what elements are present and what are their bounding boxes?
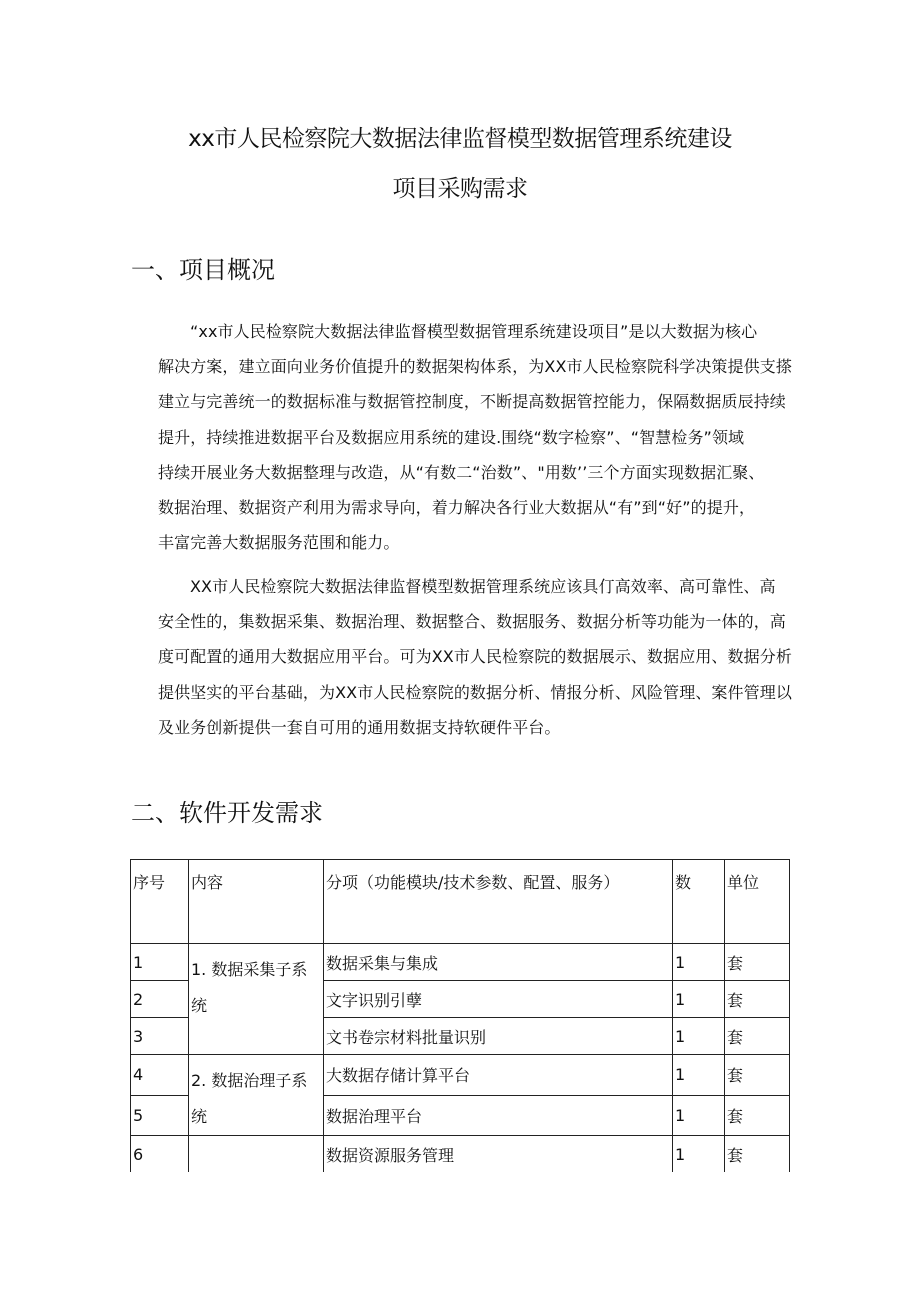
cell-unit: 套 bbox=[725, 1018, 790, 1055]
cell-item: 数据采集与集成 bbox=[324, 944, 673, 981]
paragraph-line: 提供坚实的平台基础，为XX市人民检察院的数据分析、情报分析、风险管理、案件管理以 bbox=[158, 682, 792, 702]
header-cell-unit: 单位 bbox=[725, 860, 790, 944]
paragraph-line: “xx市人民检察院大数据法律监督模型数据管理系统建设项目”是以大数据为核心 bbox=[190, 322, 758, 341]
requirements-table bbox=[130, 859, 790, 1172]
section-heading-software-requirements: 二、软件开发需求 bbox=[131, 799, 323, 827]
header-cell-item: 分项（功能模块/技术参数、配置、服务） bbox=[324, 860, 673, 944]
paragraph-line: 度可配置的通用大数据应用平台。可为XX市人民检察院的数据展示、数据应用、数据分析 bbox=[158, 647, 792, 667]
paragraph-line: 安全性的，集数据采集、数据治理、数据整合、数据服务、数据分析等功能为一体的，高 bbox=[158, 612, 786, 632]
header-cell-content: 内容 bbox=[189, 860, 324, 944]
paragraph-line: 提升，持续推进数据平台及数据应用系统的建设.围绕“数字检察”、“智慧检务”领域 bbox=[158, 427, 745, 447]
document-title-line2: 项目采购需求 bbox=[392, 176, 528, 202]
cell-qty: 1 bbox=[673, 1095, 725, 1136]
cell-no: 3 bbox=[131, 1018, 189, 1055]
cell-item: 数据资源服务管理 bbox=[324, 1136, 673, 1173]
cell-group-collection: 1. 数据采集子系统 bbox=[189, 944, 324, 1055]
paragraph-line: 及业务创新提供一套自可用的通用数据支持软硬件平台。 bbox=[158, 717, 561, 737]
cell-no: 1 bbox=[131, 944, 189, 981]
cell-unit: 套 bbox=[725, 981, 790, 1018]
paragraph-line: 解决方案，建立面向业务价值提升的数据架构体系，为XX市人民检察院科学决策提供支搽 bbox=[158, 357, 792, 377]
table-row bbox=[131, 1055, 790, 1096]
overview-paragraph-2 bbox=[158, 569, 798, 745]
cell-item: 文字识别引孽 bbox=[324, 981, 673, 1018]
cell-item: 数据治理平台 bbox=[324, 1095, 673, 1136]
paragraph-line: XX市人民检察院大数据法律监督模型数据管理系统应该具仃高效率、高可靠性、高 bbox=[190, 577, 776, 596]
cell-unit: 套 bbox=[725, 1136, 790, 1173]
paragraph-line: 数据治理、数据资产利用为需求导向，着力解决各行业大数据从“有”到“好”的提升， bbox=[158, 498, 756, 518]
section-heading-overview: 一、项目概况 bbox=[131, 256, 275, 284]
cell-unit: 套 bbox=[725, 1055, 790, 1096]
table-header-row bbox=[131, 860, 790, 944]
table-row bbox=[131, 1136, 790, 1173]
cell-unit: 套 bbox=[725, 944, 790, 981]
paragraph-line: 持续开展业务大数据整理与改造，从“有数二“治数”、"用数’’三个方面实现数据汇聚、 bbox=[158, 462, 765, 482]
cell-no: 5 bbox=[131, 1095, 189, 1136]
header-cell-qty: 数 bbox=[673, 860, 725, 944]
cell-qty: 1 bbox=[673, 1055, 725, 1096]
cell-unit: 套 bbox=[725, 1095, 790, 1136]
cell-item: 大数据存储计算平台 bbox=[324, 1055, 673, 1096]
cell-group-empty bbox=[189, 1136, 324, 1173]
cell-qty: 1 bbox=[673, 944, 725, 981]
table-row bbox=[131, 944, 790, 981]
cell-item: 文书卷宗材料批量识别 bbox=[324, 1018, 673, 1055]
cell-qty: 1 bbox=[673, 981, 725, 1018]
cell-group-governance: 2. 数据治理子系统 bbox=[189, 1055, 324, 1136]
document-title-line1: xx市人民检察院大数据法律监督模型数据管理系统建设 bbox=[188, 126, 732, 152]
cell-no: 2 bbox=[131, 981, 189, 1018]
cell-qty: 1 bbox=[673, 1136, 725, 1173]
cell-no: 6 bbox=[131, 1136, 189, 1173]
cell-qty: 1 bbox=[673, 1018, 725, 1055]
overview-paragraph-1 bbox=[158, 314, 798, 560]
cell-no: 4 bbox=[131, 1055, 189, 1096]
paragraph-line: 建立与完善统一的数据标准与数据管控制度，不断提高数据管控能力，保隔数据质辰持续 bbox=[158, 392, 786, 412]
header-cell-no: 序号 bbox=[131, 860, 189, 944]
paragraph-line: 丰富完善大数据服务范围和能力。 bbox=[158, 533, 400, 553]
